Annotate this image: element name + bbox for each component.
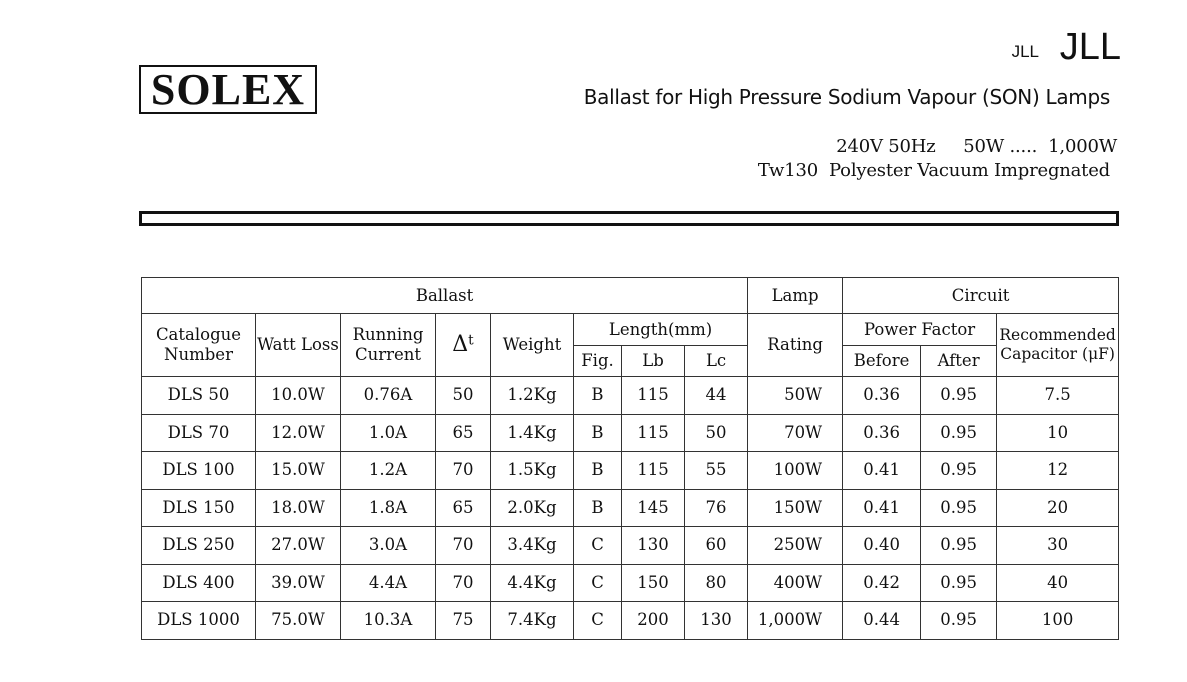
table-row: [142, 602, 1119, 640]
current-cell: 10.3A: [341, 602, 436, 640]
watt-loss-cell: 27.0W: [256, 527, 341, 565]
lb-cell: 145: [622, 489, 685, 527]
fig-header: Fig.: [574, 346, 622, 377]
weight-header: Weight: [491, 314, 574, 377]
delta-cell: 75: [436, 602, 491, 640]
pf-after-cell: 0.95: [921, 602, 997, 640]
fig-cell: C: [574, 602, 622, 640]
lc-cell: 130: [685, 602, 748, 640]
capacitor-cell: 12: [997, 452, 1119, 490]
rating-cell: 400W: [748, 564, 843, 602]
catalogue-cell: DLS 400: [142, 564, 256, 602]
table-row: [142, 527, 1119, 565]
circuit-group-header: Circuit: [843, 278, 1119, 314]
ballast-group-header: Ballast: [142, 278, 748, 314]
delta-cell: 70: [436, 564, 491, 602]
watt-loss-cell: 10.0W: [256, 377, 341, 415]
watt-loss-cell: 12.0W: [256, 414, 341, 452]
rating-cell: 50W: [748, 377, 843, 415]
rating-header: Rating: [748, 314, 843, 377]
pf-before-cell: 0.41: [843, 452, 921, 490]
weight-cell: 3.4Kg: [491, 527, 574, 565]
pf-after-cell: 0.95: [921, 564, 997, 602]
pf-after-cell: 0.95: [921, 489, 997, 527]
product-code-large: JLL: [1059, 26, 1121, 68]
current-cell: 3.0A: [341, 527, 436, 565]
delta-cell: 65: [436, 489, 491, 527]
pf-before-header: Before: [843, 346, 921, 377]
delta-cell: 50: [436, 377, 491, 415]
catalogue-cell: DLS 1000: [142, 602, 256, 640]
delta-cell: 65: [436, 414, 491, 452]
fig-cell: C: [574, 564, 622, 602]
table-row: [142, 489, 1119, 527]
rating-cell: 150W: [748, 489, 843, 527]
current-cell: 0.76A: [341, 377, 436, 415]
current-cell: 1.8A: [341, 489, 436, 527]
weight-cell: 2.0Kg: [491, 489, 574, 527]
pf-after-cell: 0.95: [921, 414, 997, 452]
catalogue-cell: DLS 50: [142, 377, 256, 415]
table-row: [142, 377, 1119, 415]
rating-cell: 70W: [748, 414, 843, 452]
watt-loss-cell: 75.0W: [256, 602, 341, 640]
pf-before-cell: 0.44: [843, 602, 921, 640]
lc-cell: 60: [685, 527, 748, 565]
weight-cell: 1.2Kg: [491, 377, 574, 415]
weight-cell: 4.4Kg: [491, 564, 574, 602]
pf-before-cell: 0.36: [843, 414, 921, 452]
fig-cell: B: [574, 489, 622, 527]
table-row: [142, 452, 1119, 490]
divider-bar: [139, 211, 1119, 226]
watt-loss-cell: 18.0W: [256, 489, 341, 527]
pf-after-cell: 0.95: [921, 377, 997, 415]
lc-cell: 80: [685, 564, 748, 602]
insulation-spec: Tw130 Polyester Vacuum Impregnated: [757, 160, 1110, 181]
logo-text: SOLEX: [150, 64, 306, 114]
fig-cell: C: [574, 527, 622, 565]
current-cell: 1.0A: [341, 414, 436, 452]
catalogue-cell: DLS 150: [142, 489, 256, 527]
delta-cell: 70: [436, 527, 491, 565]
lamp-group-header: Lamp: [748, 278, 843, 314]
pf-before-cell: 0.41: [843, 489, 921, 527]
fig-cell: B: [574, 414, 622, 452]
lc-cell: 55: [685, 452, 748, 490]
lc-header: Lc: [685, 346, 748, 377]
lb-cell: 115: [622, 414, 685, 452]
weight-cell: 1.5Kg: [491, 452, 574, 490]
weight-cell: 1.4Kg: [491, 414, 574, 452]
catalogue-cell: DLS 100: [142, 452, 256, 490]
capacitor-header: Recommended Capacitor (μF): [997, 314, 1119, 377]
watt-loss-header: Watt Loss: [256, 314, 341, 377]
running-current-header: Running Current: [341, 314, 436, 377]
lc-cell: 76: [685, 489, 748, 527]
weight-cell: 7.4Kg: [491, 602, 574, 640]
lc-cell: 50: [685, 414, 748, 452]
pf-before-cell: 0.36: [843, 377, 921, 415]
capacitor-cell: 20: [997, 489, 1119, 527]
lc-cell: 44: [685, 377, 748, 415]
lb-cell: 115: [622, 452, 685, 490]
table-row: [142, 414, 1119, 452]
watt-loss-cell: 39.0W: [256, 564, 341, 602]
lb-cell: 115: [622, 377, 685, 415]
catalogue-cell: DLS 250: [142, 527, 256, 565]
product-code-small: JLL: [1011, 42, 1039, 61]
lb-cell: 150: [622, 564, 685, 602]
rating-cell: 100W: [748, 452, 843, 490]
delta-symbol: Δ: [452, 331, 469, 357]
table-row: [142, 564, 1119, 602]
pf-after-cell: 0.95: [921, 527, 997, 565]
length-header: Length(mm): [574, 314, 748, 346]
rating-cell: 1,000W: [748, 602, 843, 640]
delta-t-header: [436, 314, 491, 377]
rating-cell: 250W: [748, 527, 843, 565]
group-header-row: [142, 278, 1119, 314]
capacitor-cell: 30: [997, 527, 1119, 565]
power-factor-header: Power Factor: [843, 314, 997, 346]
fig-cell: B: [574, 452, 622, 490]
capacitor-cell: 7.5: [997, 377, 1119, 415]
delta-cell: 70: [436, 452, 491, 490]
pf-before-cell: 0.40: [843, 527, 921, 565]
delta-superscript: t: [468, 332, 474, 349]
pf-before-cell: 0.42: [843, 564, 921, 602]
capacitor-cell: 10: [997, 414, 1119, 452]
ballast-spec-table: [141, 277, 1119, 640]
catalogue-cell: DLS 70: [142, 414, 256, 452]
lb-cell: 200: [622, 602, 685, 640]
solex-logo: [139, 65, 317, 114]
pf-after-header: After: [921, 346, 997, 377]
column-header-row: [142, 314, 1119, 346]
pf-after-cell: 0.95: [921, 452, 997, 490]
voltage-power-spec: 240V 50Hz 50W ..... 1,000W: [836, 136, 1117, 157]
lb-cell: 130: [622, 527, 685, 565]
document-title: Ballast for High Pressure Sodium Vapour (SON) Lamps: [583, 85, 1110, 109]
current-cell: 1.2A: [341, 452, 436, 490]
capacitor-cell: 40: [997, 564, 1119, 602]
watt-loss-cell: 15.0W: [256, 452, 341, 490]
lb-header: Lb: [622, 346, 685, 377]
capacitor-cell: 100: [997, 602, 1119, 640]
fig-cell: B: [574, 377, 622, 415]
current-cell: 4.4A: [341, 564, 436, 602]
catalogue-header: Catalogue Number: [142, 314, 256, 377]
